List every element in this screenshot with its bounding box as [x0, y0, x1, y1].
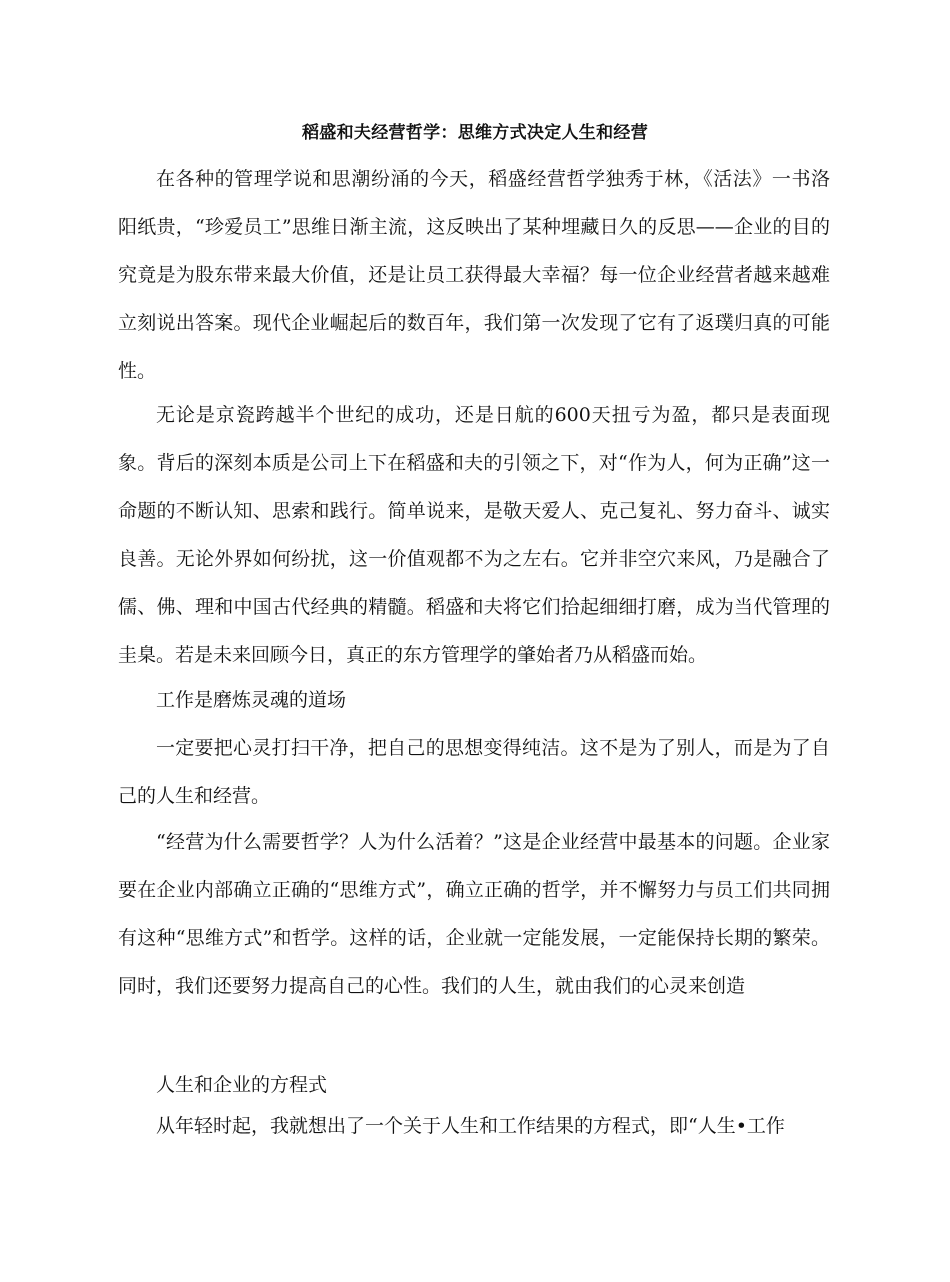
section-heading: 工作是磨炼灵魂的道场 — [156, 689, 347, 711]
paragraph: 从年轻时起，我就想出了一个关于人生和工作结果的方程式，即“人生•工作 — [156, 1115, 785, 1137]
paragraph-purify — [118, 724, 830, 820]
section-heading-work — [118, 676, 830, 724]
paragraph: 无论是京瓷跨越半个世纪的成功，还是日航的600天扭亏为盈，都只是表面现象。背后的深刻本质是公司上下在稻盛和夫的引领之下，对“作为人，何为正确”这一命题的不断认知、思索和践行。简单说来，是敬天爱人、克己复礼、努力奋斗、诚实良善。无论外界如何纷扰，这一价值观都不为之左右。它并非空穴来风，乃是融合了儒、佛、理和中国古代经典的精髓。稻盛和夫将它们拾起细细打磨，成为当代管理的圭臬。若是未来回顾今日，真正的东方管理学的肇始者乃从稻盛而始。 — [118, 404, 830, 666]
section-heading: 人生和企业的方程式 — [156, 1074, 328, 1096]
paragraph: “经营为什么需要哲学？人为什么活着？”这是企业经营中最基本的问题。企业家要在企业内部确立正确的“思维方式”，确立正确的哲学，并不懈努力与员工们共同拥有这种“思维方式”和哲学。这样的话，企业就一定能发展，一定能保持长期的繁荣。同时，我们还要努力提高自己的心性。我们的人生，就由我们的心灵来创造 — [118, 831, 830, 997]
document-title: 稻盛和夫经营哲学：思维方式决定人生和经营 — [302, 123, 648, 143]
paragraph-intro — [118, 155, 830, 395]
paragraph-kyocera — [118, 391, 830, 679]
paragraph-philosophy — [118, 818, 830, 1010]
paragraph: 一定要把心灵打扫干净，把自己的思想变得纯洁。这不是为了别人，而是为了自己的人生和经营。 — [118, 737, 830, 807]
paragraph-equation — [118, 1102, 830, 1150]
paragraph: 在各种的管理学说和思潮纷涌的今天，稻盛经营哲学独秀于林，《活法》一书洛阳纸贵，“珍爱员工”思维日渐主流，这反映出了某种埋藏日久的反思——企业的目的究竟是为股东带来最大价值，还是让员工获得最大幸福？每一位企业经营者越来越难立刻说出答案。现代企业崛起后的数百年，我们第一次发现了它有了返璞归真的可能性。 — [118, 168, 830, 382]
